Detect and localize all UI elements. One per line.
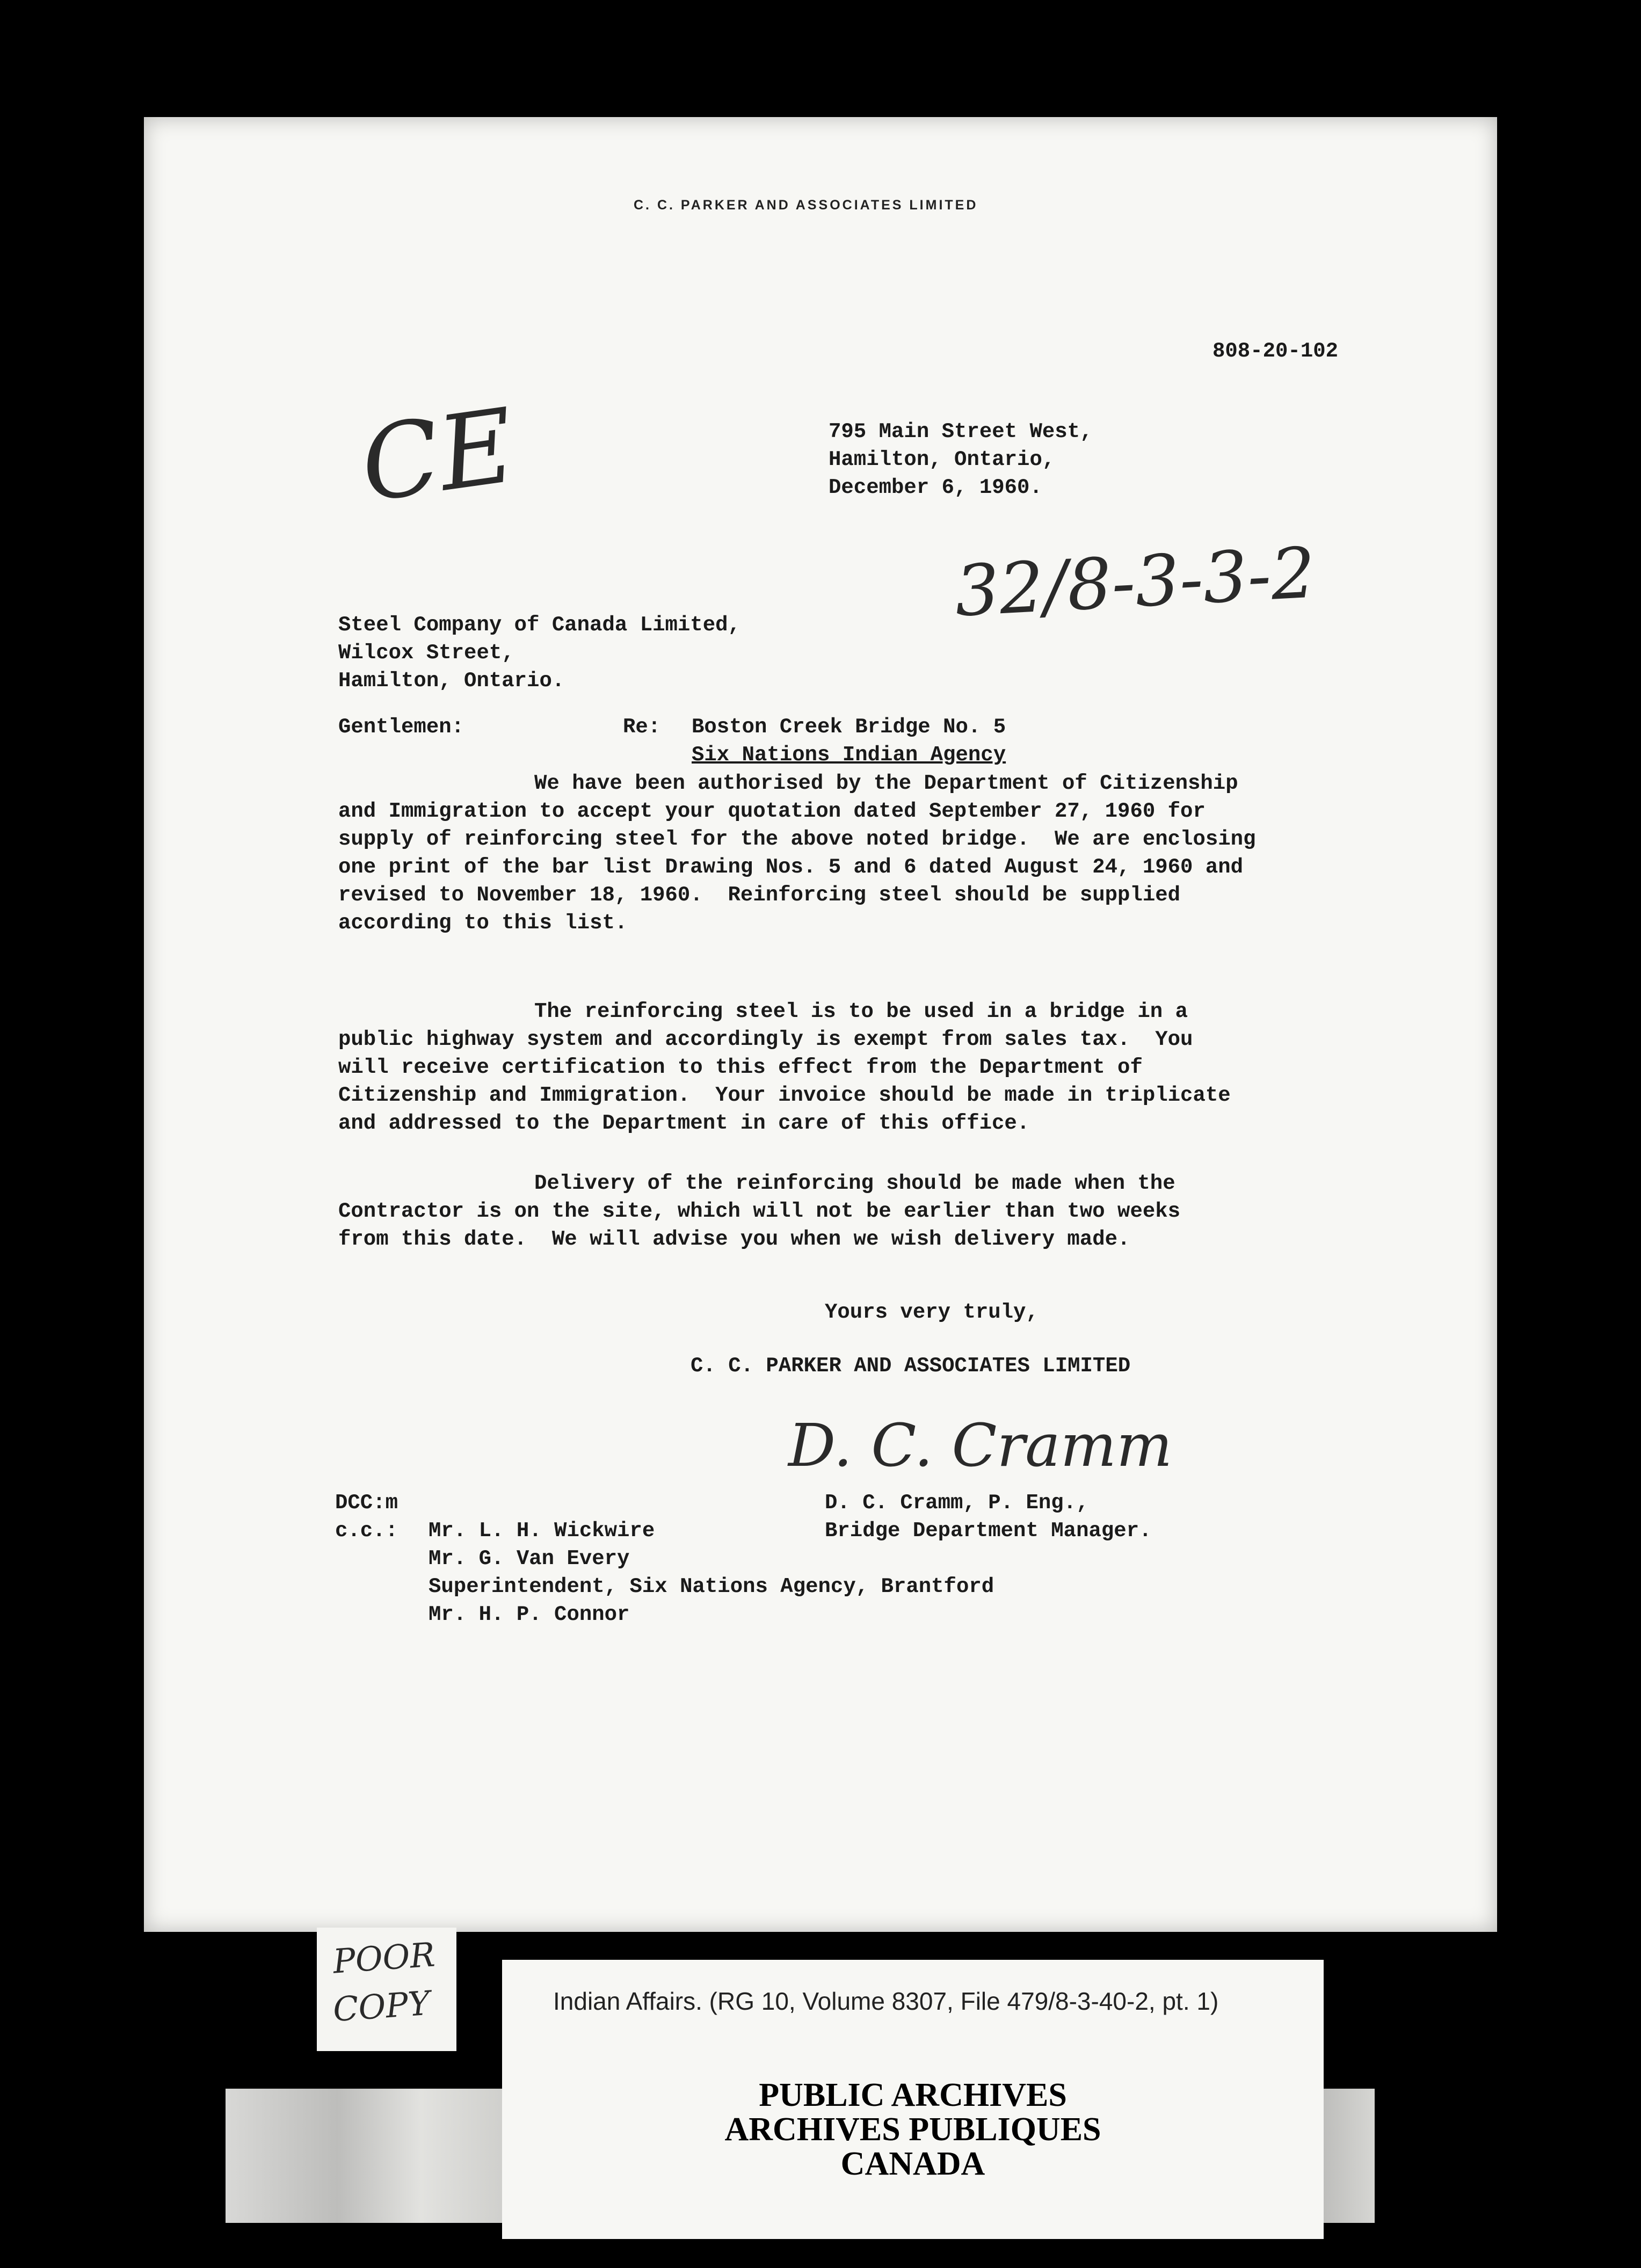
- letter-date: December 6, 1960.: [829, 476, 1042, 499]
- letter-page: [144, 117, 1497, 1932]
- body-line: Citizenship and Immigration. Your invoice should be made in triplicate: [338, 1084, 1231, 1107]
- body-line: according to this list.: [338, 911, 628, 935]
- body-line: one print of the bar list Drawing Nos. 5 and 6 dated August 24, 1960 and: [338, 855, 1244, 879]
- signature: D. C. Cramm: [788, 1411, 1173, 1480]
- archive-title-line: PUBLIC ARCHIVES: [759, 2077, 1067, 2113]
- body-line: supply of reinforcing steel for the above noted bridge. We are enclosing: [338, 827, 1256, 851]
- body-line: revised to November 18, 1960. Reinforcing steel should be supplied: [338, 883, 1181, 907]
- body-line: Delivery of the reinforcing should be made when the: [534, 1172, 1175, 1195]
- body-paragraph-2: [338, 998, 1231, 1137]
- handwritten-file-reference: 32/8-3-3-2: [953, 532, 1318, 633]
- cc-recipient: Mr. G. Van Every: [429, 1547, 630, 1571]
- sender-address: [829, 418, 1092, 501]
- signer-title: Bridge Department Manager.: [825, 1519, 1152, 1543]
- body-line: Contractor is on the site, which will not be earlier than two weeks: [338, 1200, 1181, 1223]
- archive-strip-left: [226, 2089, 505, 2223]
- letterhead: C. C. PARKER AND ASSOCIATES LIMITED: [634, 198, 978, 213]
- file-number: 808-20-102: [1212, 339, 1339, 363]
- subject-line: Boston Creek Bridge No. 5: [692, 715, 1006, 739]
- poor-copy-text: COPY: [331, 1983, 432, 2030]
- poor-copy-text: POOR: [331, 1935, 437, 1981]
- initials-reference: DCC:m: [335, 1491, 398, 1515]
- body-paragraph-1: [338, 769, 1255, 937]
- cc-recipient: Mr. H. P. Connor: [429, 1603, 630, 1626]
- recipient-address: [338, 611, 740, 695]
- body-line: will receive certification to this effect from the Department of: [338, 1056, 1143, 1079]
- body-line: The reinforcing steel is to be used in a bridge in a: [534, 1000, 1188, 1023]
- cc-recipient: Mr. L. H. Wickwire: [429, 1519, 655, 1543]
- recipient-address-line: Steel Company of Canada Limited,: [338, 613, 740, 637]
- closing-company: C. C. PARKER AND ASSOCIATES LIMITED: [691, 1354, 1131, 1378]
- body-line: We have been authorised by the Department of Citizenship: [534, 772, 1238, 795]
- archive-title-line: CANADA: [840, 2146, 985, 2182]
- sender-address-line: Hamilton, Ontario,: [829, 448, 1055, 471]
- body-paragraph-3: [338, 1169, 1180, 1253]
- cc-label: c.c.:: [335, 1519, 398, 1543]
- signer-name: D. C. Cramm, P. Eng.,: [825, 1491, 1089, 1515]
- body-line: and Immigration to accept your quotation dated September 27, 1960 for: [338, 799, 1206, 823]
- closing: Yours very truly,: [825, 1300, 1039, 1324]
- archive-label: [502, 1960, 1324, 2239]
- sender-address-line: 795 Main Street West,: [829, 420, 1093, 444]
- archive-title-line: ARCHIVES PUBLIQUES: [724, 2111, 1101, 2148]
- cc-list: [429, 1517, 994, 1629]
- subject-line: Six Nations Indian Agency: [692, 743, 1006, 767]
- recipient-address-line: Hamilton, Ontario.: [338, 669, 565, 693]
- poor-copy-label: [317, 1928, 456, 2051]
- body-line: from this date. We will advise you when we wish delivery made.: [338, 1227, 1130, 1251]
- cc-recipient: Superintendent, Six Nations Agency, Brantford: [429, 1575, 994, 1598]
- re-label: Re:: [623, 715, 661, 739]
- salutation: Gentlemen:: [338, 715, 464, 739]
- archive-reference: Indian Affairs. (RG 10, Volume 8307, File 479/8-3-40-2, pt. 1): [553, 1987, 1219, 2015]
- body-line: public highway system and accordingly is exempt from sales tax. You: [338, 1028, 1193, 1051]
- subject-block: [692, 713, 1006, 769]
- body-line: and addressed to the Department in care of this office.: [338, 1111, 1030, 1135]
- handwritten-initials: CE: [354, 386, 522, 525]
- recipient-address-line: Wilcox Street,: [338, 641, 514, 665]
- archive-title: [502, 2078, 1324, 2181]
